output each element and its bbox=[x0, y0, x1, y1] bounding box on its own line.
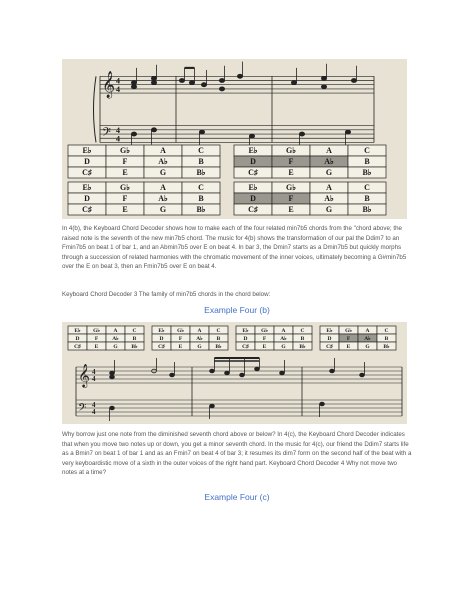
chord-grid-cell bbox=[234, 182, 272, 193]
chord-grid-cell bbox=[144, 167, 182, 178]
chord-grid-note: G♭ bbox=[120, 182, 130, 192]
chord-grid-cell bbox=[182, 193, 220, 204]
chord-grid-cell bbox=[106, 193, 144, 204]
chord-grid-cell bbox=[190, 334, 209, 342]
chord-grid-note: F bbox=[122, 193, 128, 203]
chord-grid-note: F bbox=[122, 156, 128, 166]
chord-grid-cell bbox=[68, 334, 87, 342]
chord-grid-cell bbox=[348, 156, 386, 167]
chord-grid-note: A♭ bbox=[324, 156, 334, 166]
chord-grid-cell bbox=[68, 342, 87, 350]
paragraph-3: Why borrow just one note from the diminished seventh chord above or below? In 4(c), the Keyboard Chord Decoder indicates that when you move two notes up or down, you get a minor seventh chord. In the music for 4(c), our friend the Ddim7 starts life as a Bmin7 on beat 1 of bar 1 and as an Fmin7 on beat 4 of bar 3; it resumes its dim7 form on the second half of the beat with a very keyboardistic move of a sixth in the outer voices of the right hand part. Keyboard Chord Decoder 4 Why not move two notes at a time? bbox=[62, 431, 412, 477]
chord-grid-note: C♯ bbox=[242, 343, 249, 350]
chord-grid-note: A♭ bbox=[196, 335, 203, 342]
chord-grid-note: E bbox=[122, 204, 128, 214]
chord-grid-note: C♯ bbox=[74, 343, 81, 350]
chord-grid-note: D bbox=[243, 335, 248, 342]
chord-grid-cell bbox=[152, 326, 171, 334]
chord-grid-note: E♭ bbox=[248, 182, 258, 192]
chord-grid-cell bbox=[234, 156, 272, 167]
chord-grid-note: C bbox=[198, 145, 204, 155]
chord-grid-cell bbox=[348, 145, 386, 156]
chord-grid-cell bbox=[310, 167, 348, 178]
svg-text:4: 4 bbox=[92, 375, 96, 383]
chord-grid-cell bbox=[255, 326, 274, 334]
chord-grid-cell bbox=[68, 204, 106, 215]
svg-text:4: 4 bbox=[116, 125, 120, 136]
chord-grid-cell bbox=[377, 342, 396, 350]
chord-grid-note: C bbox=[364, 182, 370, 192]
chord-grid-cell bbox=[255, 334, 274, 342]
chord-grid-cell bbox=[144, 193, 182, 204]
chord-grid-cell bbox=[106, 342, 125, 350]
chord-grid-cell bbox=[125, 334, 144, 342]
chord-grid-cell bbox=[209, 334, 228, 342]
chord-grid-cell bbox=[320, 342, 339, 350]
chord-grid-note: E♭ bbox=[326, 327, 333, 334]
time-signature bbox=[116, 76, 120, 143]
chord-grid-note: C♯ bbox=[82, 167, 92, 177]
chord-grid-note: D bbox=[84, 156, 90, 166]
chord-grid-cell bbox=[144, 204, 182, 215]
bass-clef-icon: 𝄢 bbox=[102, 125, 112, 143]
chord-grid-note: E bbox=[288, 167, 294, 177]
chord-grid-note: A♭ bbox=[280, 335, 287, 342]
chord-grid-note: G bbox=[159, 204, 167, 214]
chord-grid-note: B♭ bbox=[196, 167, 206, 177]
chord-grid bbox=[152, 326, 228, 350]
chord-grid-note: B bbox=[384, 335, 389, 342]
chord-grid-note: A bbox=[365, 327, 370, 334]
chord-grid-note: G♭ bbox=[261, 327, 268, 334]
chord-grid-cell bbox=[68, 326, 87, 334]
chord-grid-note: F bbox=[346, 335, 351, 342]
chord-grid bbox=[234, 145, 386, 178]
chord-grid-cell bbox=[377, 334, 396, 342]
chord-grid-note: E♭ bbox=[82, 182, 92, 192]
chord-grid-cell bbox=[106, 167, 144, 178]
chord-grid-cell bbox=[87, 342, 106, 350]
chord-grid-cell bbox=[171, 342, 190, 350]
chord-grid-cell bbox=[310, 145, 348, 156]
chord-grid bbox=[234, 182, 386, 215]
chord-grid-cell bbox=[106, 204, 144, 215]
chord-grid bbox=[320, 326, 396, 350]
chord-grid-cell bbox=[209, 342, 228, 350]
chord-grid-note: A bbox=[113, 327, 118, 334]
chord-grid-cell bbox=[293, 326, 312, 334]
chord-grid-cell bbox=[106, 334, 125, 342]
chord-grid-note: G bbox=[197, 343, 202, 350]
treble-notes-b bbox=[110, 358, 365, 379]
chord-grid-note: B bbox=[198, 156, 204, 166]
chord-grid-cell bbox=[152, 342, 171, 350]
chord-grid-cell bbox=[68, 193, 106, 204]
chord-grid-cell bbox=[144, 182, 182, 193]
chord-grid-note: C♯ bbox=[158, 343, 165, 350]
chord-grid-note: B bbox=[198, 193, 204, 203]
chord-grid-note: A♭ bbox=[158, 156, 168, 166]
chord-grid bbox=[68, 182, 220, 215]
chord-grid-note: B♭ bbox=[299, 343, 306, 350]
chord-grid-note: C♯ bbox=[248, 204, 258, 214]
svg-text:4: 4 bbox=[92, 368, 96, 376]
staff-bass bbox=[100, 126, 374, 143]
chord-grid-cell bbox=[106, 145, 144, 156]
chord-grid-cell bbox=[274, 334, 293, 342]
chord-grid-note: A bbox=[281, 327, 286, 334]
chord-grid-note: E bbox=[346, 343, 351, 350]
chord-grid-note: G bbox=[113, 343, 118, 350]
chord-grid-note: B♭ bbox=[362, 167, 372, 177]
chord-grid-cell bbox=[144, 145, 182, 156]
bass-clef-icon-b: 𝄢 bbox=[78, 401, 87, 416]
chord-grid-note: B♭ bbox=[131, 343, 138, 350]
chord-grid-cell bbox=[348, 167, 386, 178]
chord-grid-note: E♭ bbox=[74, 327, 81, 334]
chord-grid-cell bbox=[339, 334, 358, 342]
treble-clef-icon: 𝄞 bbox=[102, 71, 115, 98]
chord-grid-cell bbox=[236, 326, 255, 334]
chord-grid-note: C bbox=[300, 327, 305, 334]
chord-grid-cell bbox=[106, 182, 144, 193]
chord-grid-cell bbox=[125, 326, 144, 334]
svg-text:4: 4 bbox=[92, 401, 96, 409]
chord-grid-note: F bbox=[288, 193, 294, 203]
chord-grid-cell bbox=[272, 193, 310, 204]
chord-grid-cell bbox=[320, 334, 339, 342]
chord-grid-note: C bbox=[216, 327, 221, 334]
music-figure-a bbox=[62, 59, 407, 219]
music-figure-b-drawing bbox=[62, 322, 407, 424]
chord-grid-cell bbox=[236, 334, 255, 342]
chord-grid-cell bbox=[182, 156, 220, 167]
chord-grid-note: D bbox=[75, 335, 80, 342]
chord-grid-note: B♭ bbox=[362, 204, 372, 214]
svg-text:4: 4 bbox=[116, 84, 120, 95]
chord-grid-cell bbox=[182, 204, 220, 215]
chord-grid-note: E bbox=[262, 343, 267, 350]
chord-grid-cell bbox=[272, 182, 310, 193]
chord-grid-note: G♭ bbox=[120, 145, 130, 155]
chord-grid-cell bbox=[348, 204, 386, 215]
chord-grid-cell bbox=[293, 334, 312, 342]
chord-grid-note: C bbox=[132, 327, 137, 334]
chord-grid-note: E♭ bbox=[158, 327, 165, 334]
chord-grid-note: F bbox=[262, 335, 267, 342]
svg-text:4: 4 bbox=[116, 76, 120, 86]
chord-grid-note: D bbox=[250, 156, 256, 166]
chord-grid bbox=[236, 326, 312, 350]
chord-grid-cell bbox=[310, 193, 348, 204]
chord-grid-cell bbox=[293, 342, 312, 350]
chord-grid-cell bbox=[182, 167, 220, 178]
chord-grid-note: A bbox=[197, 327, 202, 334]
chord-grid-cell bbox=[182, 182, 220, 193]
chord-grid-note: C♯ bbox=[248, 167, 258, 177]
chord-grid-cell bbox=[320, 326, 339, 334]
chord-grids-b bbox=[68, 326, 396, 350]
chord-grid-cell bbox=[209, 326, 228, 334]
chord-grid-note: B bbox=[364, 193, 370, 203]
chord-grid-note: A♭ bbox=[364, 335, 371, 342]
caption-example-four-b: Example Four (b) bbox=[204, 305, 270, 315]
chord-grid-cell bbox=[87, 326, 106, 334]
chord-grid-cell bbox=[236, 342, 255, 350]
chord-grid-note: C bbox=[198, 182, 204, 192]
chord-grid-cell bbox=[87, 334, 106, 342]
chord-grid-cell bbox=[125, 342, 144, 350]
chord-grid-note: B♭ bbox=[196, 204, 206, 214]
chord-grid-note: F bbox=[94, 335, 99, 342]
chord-grid-cell bbox=[234, 193, 272, 204]
music-figure-b bbox=[62, 322, 407, 424]
chord-grid-note: C♯ bbox=[82, 204, 92, 214]
chord-grid-cell bbox=[152, 334, 171, 342]
paragraph-2: Keyboard Chord Decoder 3 The family of min7b5 chords in the chord below: bbox=[62, 291, 271, 298]
chord-grid-cell bbox=[234, 167, 272, 178]
chord-grid-note: B bbox=[216, 335, 221, 342]
chord-grid-cell bbox=[310, 156, 348, 167]
chord-grid-cell bbox=[272, 167, 310, 178]
chord-grid-cell bbox=[182, 145, 220, 156]
chord-grid-note: D bbox=[327, 335, 332, 342]
staff-bass-b bbox=[76, 400, 402, 416]
svg-text:4: 4 bbox=[92, 408, 96, 416]
chord-grid-cell bbox=[348, 193, 386, 204]
chord-grid-cell bbox=[255, 342, 274, 350]
chord-grid-cell bbox=[358, 334, 377, 342]
chord-grid-cell bbox=[358, 342, 377, 350]
chord-grid-note: E♭ bbox=[82, 145, 92, 155]
caption-example-four-c: Example Four (c) bbox=[204, 492, 270, 502]
chord-grid-note: G♭ bbox=[93, 327, 100, 334]
chord-grid-note: E bbox=[122, 167, 128, 177]
treble-clef-icon-b: 𝄞 bbox=[78, 365, 90, 387]
chord-grid bbox=[68, 145, 220, 178]
chord-grid-note: G bbox=[325, 167, 333, 177]
chord-grid-cell bbox=[190, 342, 209, 350]
chord-grid-note: D bbox=[250, 193, 256, 203]
chord-grid-cell bbox=[274, 326, 293, 334]
staff-treble bbox=[100, 76, 374, 93]
chord-grid-note: B bbox=[300, 335, 305, 342]
chord-grid-note: E♭ bbox=[242, 327, 249, 334]
chord-grid bbox=[68, 326, 144, 350]
chord-grid-note: C bbox=[384, 327, 389, 334]
chord-grid-cell bbox=[274, 342, 293, 350]
chord-grid-cell bbox=[68, 156, 106, 167]
chord-grid-cell bbox=[68, 145, 106, 156]
staff-treble-b bbox=[76, 367, 402, 383]
svg-text:4: 4 bbox=[116, 134, 120, 144]
chord-grid-note: A bbox=[326, 145, 332, 155]
chord-grid-note: E bbox=[288, 204, 294, 214]
chord-grid-cell bbox=[339, 342, 358, 350]
chord-grid-note: A bbox=[160, 182, 166, 192]
chord-grid-cell bbox=[272, 156, 310, 167]
chord-grid-note: B bbox=[132, 335, 137, 342]
time-signature-b bbox=[92, 368, 96, 416]
chord-grid-cell bbox=[106, 326, 125, 334]
chord-grid-cell bbox=[348, 182, 386, 193]
chord-grid-note: E bbox=[178, 343, 183, 350]
chord-grid-note: G bbox=[325, 204, 333, 214]
chord-grid-note: D bbox=[84, 193, 90, 203]
chord-grid-note: F bbox=[178, 335, 183, 342]
chord-grid-note: B♭ bbox=[215, 343, 222, 350]
chord-grid-note: C♯ bbox=[326, 343, 333, 350]
barlines-b bbox=[76, 367, 402, 416]
chord-grid-note: G♭ bbox=[345, 327, 352, 334]
chord-grid-cell bbox=[106, 156, 144, 167]
chord-grid-note: F bbox=[288, 156, 294, 166]
chord-grid-cell bbox=[377, 326, 396, 334]
chord-grid-cell bbox=[234, 204, 272, 215]
chord-grid-cell bbox=[190, 326, 209, 334]
chord-grid-cell bbox=[234, 145, 272, 156]
chord-grid-cell bbox=[272, 204, 310, 215]
paragraph-1: In 4(b), the Keyboard Chord Decoder shows how to make each of the four related min7b5 chords from the "chord above; the raised note is the seventh of the new min7b5 chord. The music for 4(b) shows the transformation of our pal the Ddim7 to an Fmin7b5 on beat 1 of bar 1, and an Abmin7b5 over E on beat 4. In bar 3, the Dmin7 starts as a Dmin7b5 but quickly morphs through a succession of related harmonies with the chromatic movement of the inner voices, ultimately becoming a G#min7b5 over the E on beat 3, then an Fmin7b5 over E on beat 4. bbox=[62, 225, 407, 271]
chord-grid-note: A bbox=[160, 145, 166, 155]
chord-grid-note: D bbox=[159, 335, 164, 342]
chord-grid-cell bbox=[272, 145, 310, 156]
chord-grid-cell bbox=[339, 326, 358, 334]
chord-grid-cell bbox=[310, 204, 348, 215]
chord-grid-note: A♭ bbox=[324, 193, 334, 203]
chord-grid-note: G bbox=[281, 343, 286, 350]
chord-grid-note: G♭ bbox=[286, 182, 296, 192]
chord-grids-a bbox=[68, 145, 386, 215]
chord-grid-cell bbox=[68, 182, 106, 193]
chord-grid-note: G bbox=[365, 343, 370, 350]
chord-grid-cell bbox=[358, 326, 377, 334]
music-figure-a-drawing bbox=[62, 59, 407, 219]
chord-grid-note: A♭ bbox=[158, 193, 168, 203]
chord-grid-note: A bbox=[326, 182, 332, 192]
chord-grid-cell bbox=[68, 167, 106, 178]
chord-grid-note: G bbox=[159, 167, 167, 177]
chord-grid-note: E bbox=[94, 343, 99, 350]
chord-grid-note: B bbox=[364, 156, 370, 166]
chord-grid-cell bbox=[171, 326, 190, 334]
chord-grid-note: C bbox=[364, 145, 370, 155]
chord-grid-cell bbox=[310, 182, 348, 193]
chord-grid-note: G♭ bbox=[286, 145, 296, 155]
chord-grid-note: B♭ bbox=[383, 343, 390, 350]
chord-grid-cell bbox=[144, 156, 182, 167]
chord-grid-note: E♭ bbox=[248, 145, 258, 155]
bass-notes-b bbox=[110, 402, 325, 421]
chord-grid-note: G♭ bbox=[177, 327, 184, 334]
chord-grid-note: A♭ bbox=[112, 335, 119, 342]
chord-grid-cell bbox=[171, 334, 190, 342]
